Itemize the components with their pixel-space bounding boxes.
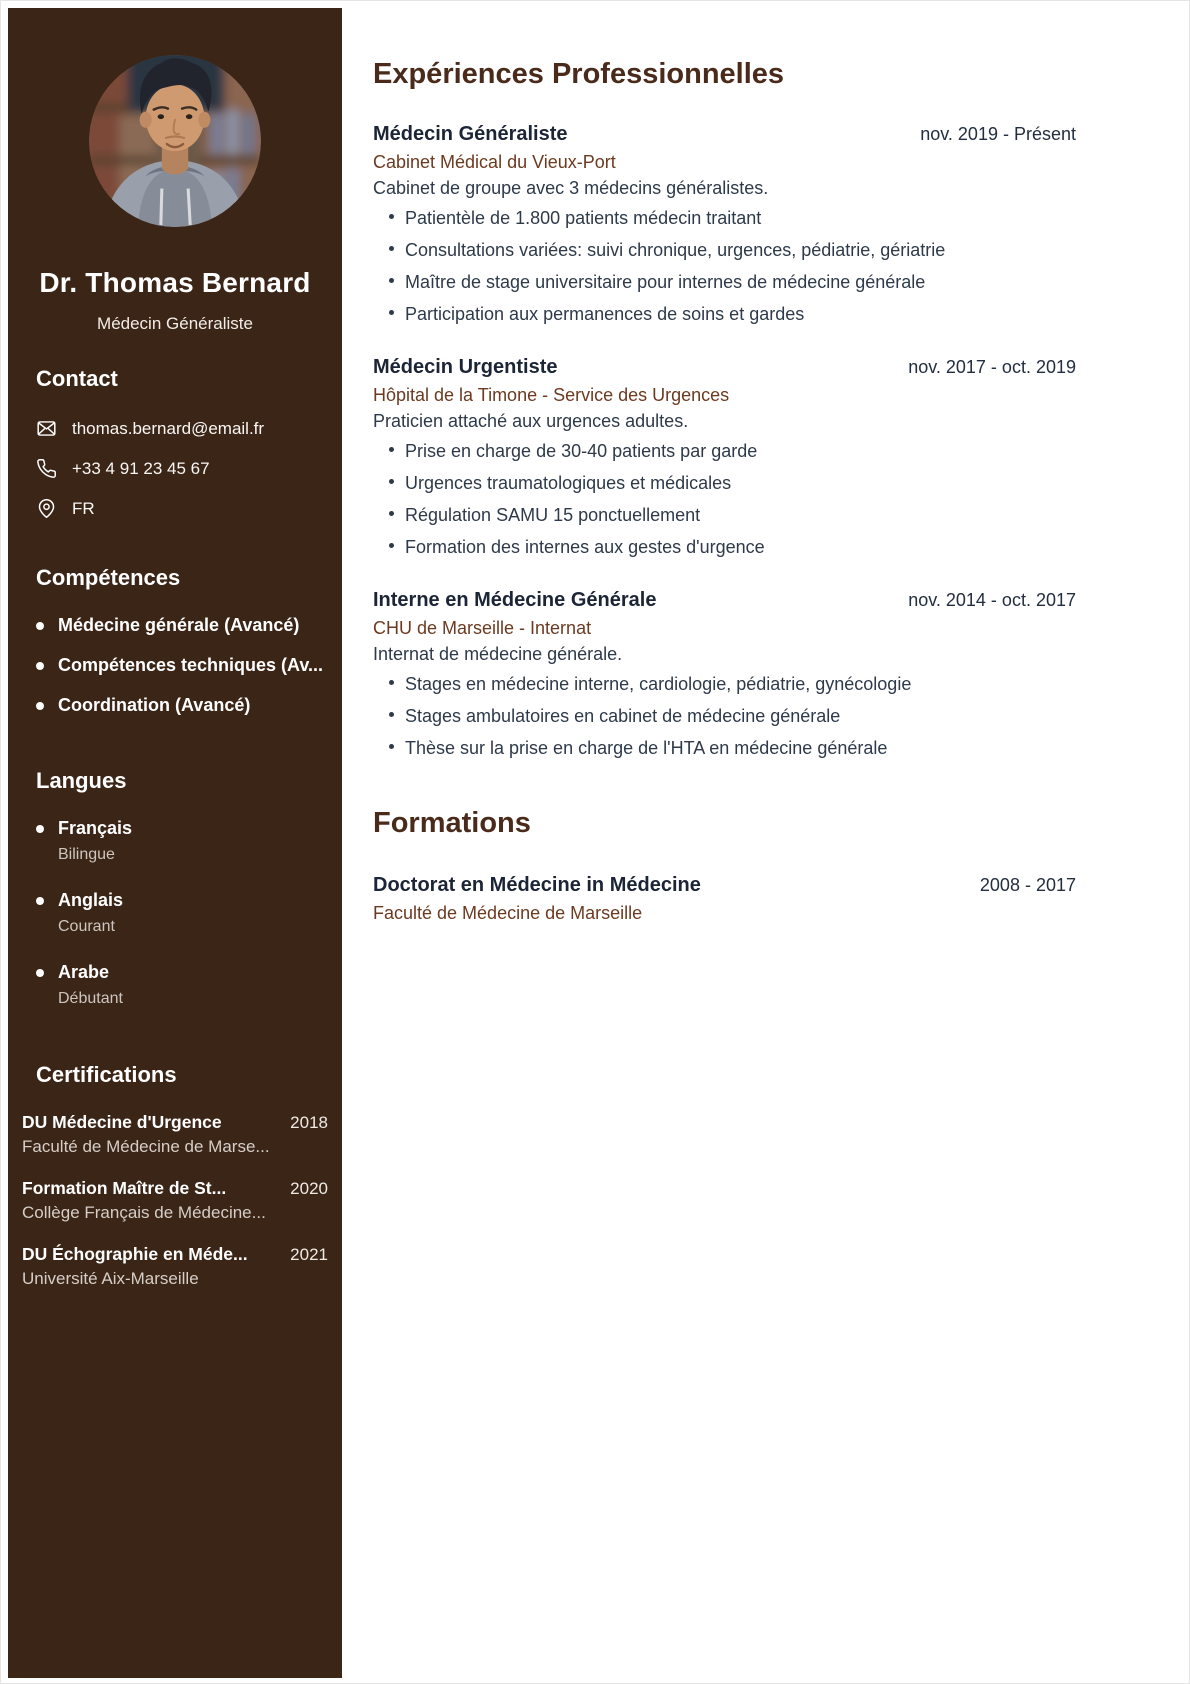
languages-heading: Langues [36,768,127,793]
bullet-dot [36,897,44,905]
contact-heading: Contact [36,366,118,391]
language-list [36,818,314,1008]
certification-list [8,1112,342,1289]
profile-photo-illustration [89,55,261,227]
language-item [36,962,314,1008]
job-bullet-list [373,207,1076,325]
degree-title: Doctorat en Médecine in Médecine [373,874,701,896]
language-level: Débutant [58,990,123,1007]
skills-heading: Compétences [36,565,181,590]
certification-item [22,1244,328,1289]
job-bullet-list [373,673,1076,759]
certification-org: Collège Français de Médecine... [22,1203,266,1222]
job-company: CHU de Marseille - Internat [373,618,592,638]
language-level: Bilingue [58,846,115,863]
contact-location-row [36,498,314,519]
contact-phone-text: +33 4 91 23 45 67 [72,458,210,478]
contact-phone-row [36,458,314,479]
job-dates: nov. 2014 - oct. 2017 [908,590,1076,610]
contact-email-text: thomas.bernard@email.fr [72,418,265,438]
person-name: Dr. Thomas Bernard [39,267,311,298]
skill-item [36,655,324,676]
degree-school: Faculté de Médecine de Marseille [373,903,643,923]
skill-text: Coordination (Avancé) [58,695,251,715]
job-bullet: Patientèle de 1.800 patients médecin traitant [373,207,1076,229]
skill-list [36,615,324,716]
skill-item [36,695,314,716]
sidebar [8,8,342,1678]
certification-year: 2018 [290,1113,328,1132]
certification-item [22,1112,328,1157]
certification-org: Université Aix-Marseille [22,1269,199,1288]
job-bullet: Stages ambulatoires en cabinet de médecine générale [373,705,1076,727]
job-bullet: Maître de stage universitaire pour internes de médecine générale [373,271,1076,293]
job-bullet: Stages en médecine interne, cardiologie, pédiatrie, gynécologie [373,673,1076,695]
contact-location-text: FR [72,498,95,518]
bullet-dot [36,702,44,710]
job-bullet: Formation des internes aux gestes d'urgence [373,536,1076,558]
main-content [373,1,1076,955]
job-description: Internat de médecine générale. [373,644,623,664]
language-name: Français [58,818,133,838]
education-entry [373,874,1076,924]
certification-item [22,1178,328,1223]
job-bullet: Thèse sur la prise en charge de l'HTA en médecine générale [373,737,1076,759]
location-icon [36,498,57,519]
language-name: Anglais [58,890,124,910]
skill-item [36,615,314,636]
certification-year: 2020 [290,1179,328,1198]
email-icon [36,418,57,439]
language-level: Courant [58,918,115,935]
certification-title: Formation Maître de St... [22,1178,227,1198]
person-title: Médecin Généraliste [97,314,253,333]
job-bullet: Urgences traumatologiques et médicales [373,472,1076,494]
job-title: Médecin Urgentiste [373,356,558,378]
bullet-dot [36,825,44,833]
skill-text: Médecine générale (Avancé) [58,615,300,635]
language-name: Arabe [58,962,110,982]
job-dates: nov. 2019 - Présent [920,124,1076,144]
language-item [36,818,314,864]
skill-text: Compétences techniques (Av... [58,655,324,675]
job-title: Médecin Généraliste [373,123,568,145]
certification-title: DU Échographie en Méde... [22,1244,248,1264]
job-bullet: Régulation SAMU 15 ponctuellement [373,504,1076,526]
language-item [36,890,314,936]
certification-year: 2021 [290,1245,328,1264]
job-bullet: Consultations variées: suivi chronique, urgences, pédiatrie, gériatrie [373,239,1076,261]
certification-org: Faculté de Médecine de Marse... [22,1137,270,1156]
certification-title: DU Médecine d'Urgence [22,1112,222,1132]
education-section-heading: Formations [373,807,531,839]
job-bullet-list [373,440,1076,558]
certifications-heading: Certifications [36,1062,177,1087]
experience-entry [373,123,1076,325]
job-description: Cabinet de groupe avec 3 médecins généralistes. [373,178,769,198]
experience-section-heading: Expériences Professionnelles [373,58,785,90]
job-title: Interne en Médecine Générale [373,589,657,611]
contact-email-row [36,418,314,439]
job-description: Praticien attaché aux urgences adultes. [373,411,689,431]
job-company: Hôpital de la Timone - Service des Urgences [373,385,730,405]
bullet-dot [36,622,44,630]
phone-icon [36,458,57,479]
experience-entry [373,589,1076,759]
job-bullet: Participation aux permanences de soins et gardes [373,303,1076,325]
avatar [89,55,261,227]
contact-list [36,418,314,519]
bullet-dot [36,969,44,977]
job-bullet: Prise en charge de 30-40 patients par garde [373,440,1076,462]
degree-dates: 2008 - 2017 [979,875,1076,895]
job-dates: nov. 2017 - oct. 2019 [908,357,1076,377]
experience-entry [373,356,1076,558]
bullet-dot [36,662,44,670]
job-company: Cabinet Médical du Vieux-Port [373,152,616,172]
